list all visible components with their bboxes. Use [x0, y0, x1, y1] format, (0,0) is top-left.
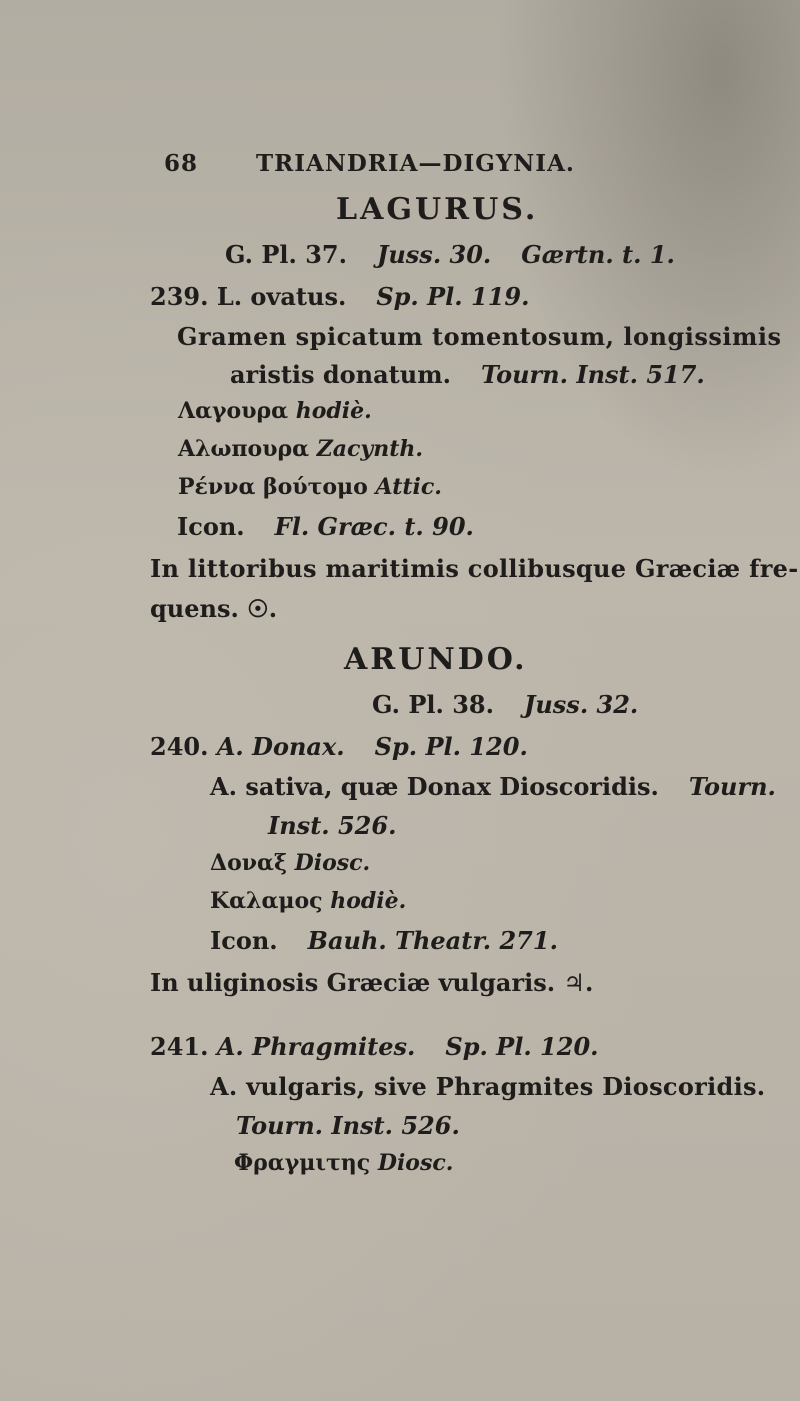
page-number: 68 — [164, 150, 199, 177]
genus-heading-lagurus: LAGURUS. — [336, 192, 539, 227]
running-title: TRIANDRIA—DIGYNIA. — [256, 150, 575, 177]
habitat-240: In uliginosis Græciæ vulgaris. ♃. — [150, 968, 594, 997]
greek-name-2: Αλωπουρα Zacynth. — [178, 436, 424, 462]
greek-name-3: Ρέννα βούτομο Attic. — [178, 474, 442, 500]
species-sp-ref: Sp. Pl. 119. — [376, 282, 530, 311]
species-number: 239. — [150, 282, 209, 311]
description-line-1-241: A. vulgaris, sive Phragmites Dioscoridis. — [210, 1072, 766, 1101]
species-entry-240: 240. A. Donax. Sp. Pl. 120. — [150, 732, 528, 761]
genus-heading-arundo: ARUNDO. — [344, 642, 528, 677]
icon-reference: Icon. Fl. Græc. t. 90. — [177, 512, 474, 541]
description-line-1-240: A. sativa, quæ Donax Dioscoridis. Tourn. — [210, 772, 776, 801]
description-line-2: aristis donatum. Tourn. Inst. 517. — [230, 360, 705, 389]
greek-name-kalamos: Καλαμος hodiè. — [210, 888, 407, 914]
ref-juss: Juss. 30. — [376, 240, 492, 269]
ref-gaertn: Gærtn. t. 1. — [521, 240, 675, 269]
description-line-2-240: Inst. 526. — [268, 811, 397, 840]
habitat-line-2: quens. ☉. — [150, 594, 278, 623]
greek-name-1: Λαγουρα hodiè. — [178, 398, 372, 424]
description-line-1: Gramen spicatum tomentosum, longissimis — [177, 322, 782, 351]
icon-reference-240: Icon. Bauh. Theatr. 271. — [210, 926, 558, 955]
species-entry-239 — [150, 282, 529, 311]
greek-name-donax: Δοναξ Diosc. — [210, 850, 371, 876]
genus-references-lagurus — [225, 240, 675, 269]
greek-name-phragmites: Φραγμιτης Diosc. — [234, 1150, 454, 1176]
species-entry-241: 241. A. Phragmites. Sp. Pl. 120. — [150, 1032, 599, 1061]
ref-gen-pl: G. Pl. 37. — [225, 240, 347, 269]
habitat-line-1: In littoribus maritimis collibusque Græciæ fre- — [150, 554, 799, 583]
genus-references-arundo: G. Pl. 38. Juss. 32. — [372, 690, 639, 719]
species-name: L. ovatus. — [216, 282, 347, 311]
tourn-ref: Tourn. Inst. 517. — [480, 360, 705, 389]
description-line-2-241: Tourn. Inst. 526. — [236, 1111, 460, 1140]
